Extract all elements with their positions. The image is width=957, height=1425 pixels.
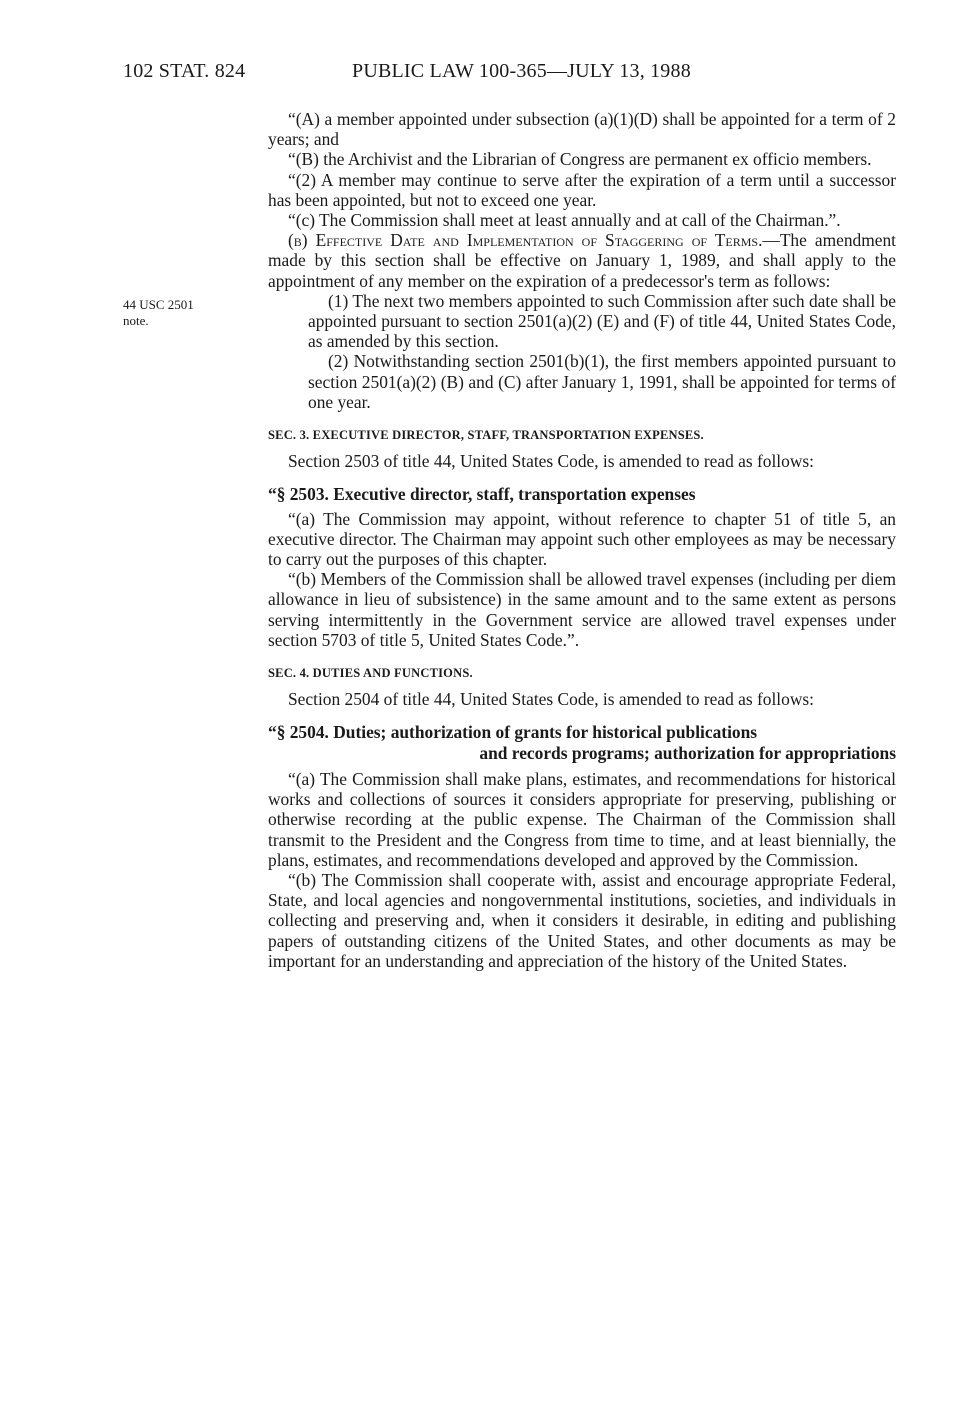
paragraph-2504a: “(a) The Commission shall make plans, estimates, and recommendations for historical works and collections of sources it considers appropriate for preserving, publishing or otherwise recording at the public expense. The Chairman of the Commission shall transmit to the President and the Congress from time to time, and at least biennially, the plans, estimates, and recommendations developed and approved by the Commission. bbox=[268, 768, 896, 870]
paragraph-2: “(2) A member may continue to serve after the expiration of a term until a successor has been appointed, but not to exceed one year. bbox=[268, 169, 896, 210]
section-2503-title: “§ 2503. Executive director, staff, transportation expenses bbox=[268, 484, 696, 505]
paragraph-2503a: “(a) The Commission may appoint, without reference to chapter 51 of title 5, an executive director. The Chairman may appoint such other employees as may be necessary to carry out the purposes of this chapter. bbox=[268, 508, 896, 570]
paragraph-b: “(B) the Archivist and the Librarian of Congress are permanent ex officio members. bbox=[288, 149, 872, 170]
effective-date-text: —The amendment made by this section shall be effective on January 1, 1989, and shall apply to the appointment of any member on the expiration of a predecessor's term as follows: bbox=[268, 230, 896, 291]
margin-note-line2: note. bbox=[123, 313, 149, 328]
public-law-ref: PUBLIC LAW 100-365—JULY 13, 1988 bbox=[352, 60, 691, 82]
paragraph-b2: (2) Notwithstanding section 2501(b)(1), the first members appointed pursuant to section 2501(a)(2) (B) and (C) after January 1, 1991, shall be appointed for terms of one year. bbox=[308, 351, 896, 412]
document-body bbox=[268, 109, 896, 971]
section-3-heading: SEC. 3. EXECUTIVE DIRECTOR, STAFF, TRANSPORTATION EXPENSES. bbox=[268, 428, 704, 443]
paragraph-a: “(A) a member appointed under subsection (a)(1)(D) shall be appointed for a term of 2 years; and bbox=[268, 109, 896, 150]
section-2504-title-line2: and records programs; authorization for appropriations bbox=[479, 742, 896, 763]
margin-note-line1: 44 USC 2501 bbox=[123, 297, 194, 312]
page-header bbox=[0, 60, 957, 90]
section-4-heading: SEC. 4. DUTIES AND FUNCTIONS. bbox=[268, 666, 473, 681]
section-2504-title-line1: “§ 2504. Duties; authorization of grants for historical publications bbox=[268, 722, 758, 743]
paragraph-2504b: “(b) The Commission shall cooperate with, assist and encourage appropriate Federal, State, and local agencies and nongovernmental institutions, societies, and individuals in collecting and preserving and, when it considers it desirable, in editing and publishing papers of outstanding citizens of the United States, and other documents as may be important for an understanding and appreciation of the history of the United States. bbox=[268, 869, 896, 971]
section-4-intro: Section 2504 of title 44, United States Code, is amended to read as follows: bbox=[288, 689, 814, 710]
paragraph-c: “(c) The Commission shall meet at least annually and at call of the Chairman.”. bbox=[288, 210, 841, 231]
margin-note bbox=[123, 297, 253, 329]
paragraph-2503b: “(b) Members of the Commission shall be allowed travel expenses (including per diem allowance in lieu of subsistence) in the same amount and to the same extent as persons serving intermittently in the Government service are allowed travel expenses under section 5703 of title 5, United States Code.”. bbox=[268, 569, 896, 650]
paragraph-b1: (1) The next two members appointed to such Commission after such date shall be appointed pursuant to section 2501(a)(2) (E) and (F) of title 44, United States Code, as amended by this section. bbox=[308, 290, 896, 352]
paragraph-effective-date bbox=[268, 230, 896, 291]
section-3-intro: Section 2503 of title 44, United States Code, is amended to read as follows: bbox=[288, 451, 814, 472]
effective-date-heading: (b) Effective Date and Implementation of Staggering of Terms. bbox=[288, 230, 763, 251]
statute-page-ref: 102 STAT. 824 bbox=[123, 60, 246, 82]
